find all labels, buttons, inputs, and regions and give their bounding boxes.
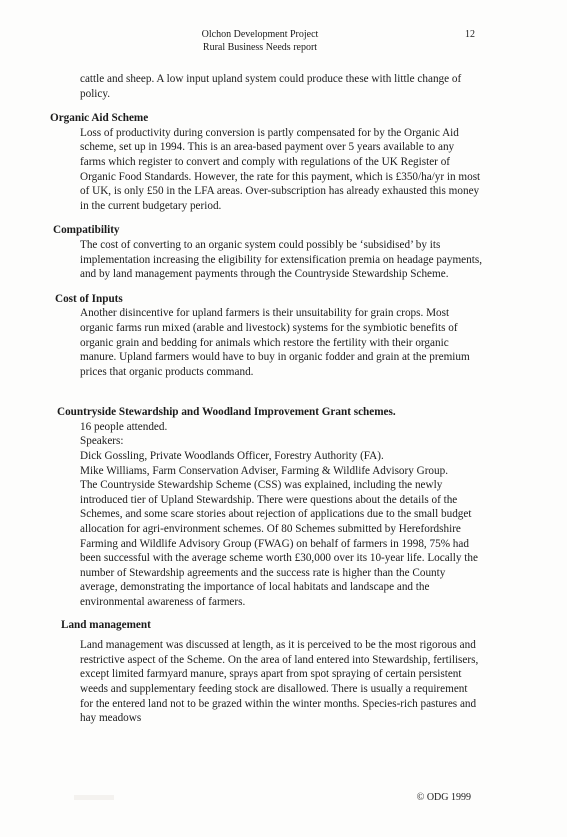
speaker-item: Mike Williams, Farm Conservation Adviser, Farming & Wildlife Advisory Group. [80, 464, 449, 477]
section-heading: Countryside Stewardship and Woodland Improvement Grant schemes. [57, 406, 396, 419]
section-heading: Organic Aid Scheme [50, 112, 149, 125]
section-heading: Cost of Inputs [55, 292, 123, 305]
speakers-label: Speakers: [80, 435, 124, 448]
section-land-management [50, 618, 482, 726]
page-number: 12 [465, 29, 475, 40]
copyright-footer: © ODG 1999 [416, 792, 471, 803]
speaker-item: Dick Gossling, Private Woodlands Officer, Forestry Authority (FA). [80, 450, 384, 463]
section-paragraph: Loss of productivity during conversion is partly compensated for by the Organic Aid scheme, set up in 1994. This is an area-based payment over 5 years available to any farms which register to convert and comply with regulations of the UK Register of Organic Food Standards. However, the rate for this payment, which is £350/ha/yr in most of UK, is only £50 in the LFA areas. Over-subscription has already exhausted this money in the current budgetary period. [80, 126, 481, 212]
section-cost-of-inputs [50, 292, 482, 380]
section-paragraph: Land management was discussed at length, as it is perceived to be the most rigorous and restrictive aspect of the Scheme. On the area of land entered into Stewardship, fertilisers, except limited farmyard manure, sprays apart from spot spraying of certain persistent weeds and supplementary feeding stock are disallowed. There is usually a requirement for the entered land not to be grazed within the winter months. Species-rich pastures and hay meadows [80, 639, 479, 725]
project-title: Olchon Development Project [201, 29, 319, 40]
section-organic-aid-scheme [50, 111, 482, 213]
section-compatibility [50, 223, 482, 281]
section-countryside-stewardship [50, 405, 482, 609]
section-heading: Compatibility [53, 224, 120, 237]
section-body [50, 420, 482, 610]
page-header [0, 28, 520, 54]
document-body [50, 72, 482, 726]
section-paragraph: Another disincentive for upland farmers is their unsuitability for grain crops. Most organic farms run mixed (arable and livestock) systems for the symbiotic benefits of organic grain and bedding for animals which restore the fertility with their organic manure. Upland farmers would have to buy in organic fodder and grain at the premium prices that organic products command. [80, 307, 470, 378]
intro-paragraph: cattle and sheep. A low input upland system could produce these with little change of policy. [80, 73, 462, 100]
section-paragraph: The Countryside Stewardship Scheme (CSS) was explained, including the newly introduced tier of Upland Stewardship. There were questions about the details of the Schemes, and some scare stories about rejection of applications due to the small budget allocation for agri-environment schemes. Of 80 Schemes submitted by Herefordshire Farming and Wildlife Advisory Group (FWAG) on behalf of farmers in 1998, 75% had been successful with the average scheme worth £30,000 over its 10-year life. Locally the number of Stewardship agreements and the success rate is higher than the County average, demonstrating the importance of local habitats and landscape and the environmental awareness of farmers. [80, 479, 478, 608]
report-title: Rural Business Needs report [202, 42, 318, 53]
section-heading: Land management [61, 618, 151, 631]
scan-mark [74, 795, 114, 800]
section-paragraph: The cost of converting to an organic system could possibly be ‘subsidised’ by its implementation increasing the eligibility for extensification premia on headage payments, and by land management payments through the Countryside Stewardship Scheme. [80, 238, 483, 281]
attendance-line: 16 people attended. [80, 420, 168, 433]
